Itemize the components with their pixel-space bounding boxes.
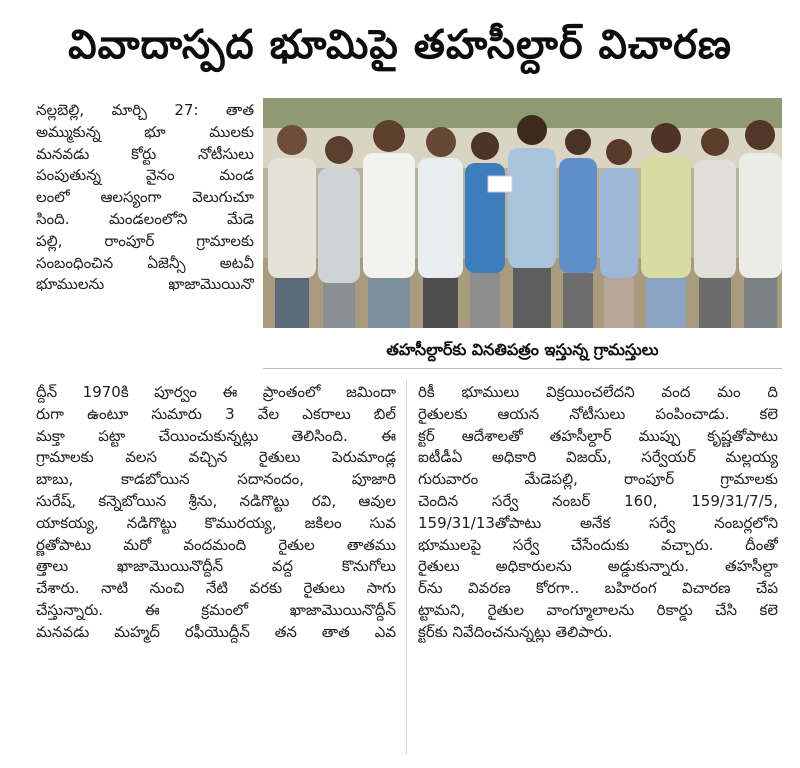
article-line: గురువారం మేడెపల్లి, రాంపూర్ గ్రామాలకు — [418, 470, 778, 489]
article-line: బాబు, కాడబోయిన సదానందం, పూజారి — [36, 470, 396, 489]
article-line: క్టర్ ఆదేశాలతో తహసీల్దార్ ముప్పు కృష్ణతోపాటు — [418, 426, 778, 445]
column-divider — [406, 380, 407, 755]
article-line: లంలో ఆలస్యంగా వెలుగుచూ — [36, 188, 254, 207]
article-line: పల్లి, రాంపూర్ గ్రామాలకు — [36, 231, 254, 250]
news-photo — [263, 98, 782, 328]
article-line: భూములను ఖాజామొయినొ — [36, 275, 254, 294]
article-line: పంపుతున్న వైనం మండ — [36, 166, 254, 185]
article-line: చెందిన సర్వే నంబర్ 160, 159/31/7/5, — [418, 491, 778, 510]
article-line: మక్తా పట్టా చేయించుకున్నట్లు తెలిసింది. ఈ — [36, 426, 396, 445]
article-line: రికీ భూములు విక్రయించలేదని వంద మం ది — [418, 383, 778, 401]
article-line: ర్ణతోపాటు మరో వందమంది రైతుల తాతము — [36, 535, 396, 554]
article-line: రైతులకు ఆయన నోటీసులు పంపించాడు. కలె — [418, 404, 778, 423]
article-line: ద్దీన్ 1970కి పూర్వం ఈ ప్రాంతంలో జమిందా — [36, 383, 396, 401]
article-line: చేస్తున్నారు. ఈ క్రమంలో ఖాజామొయినొద్దీన్ — [36, 600, 396, 619]
article-column-right — [418, 382, 778, 644]
article-line: 159/31/13తోపాటు అనేక సర్వే నంబర్లలోని — [418, 513, 778, 532]
article-line: రైతులు అధికారులను అడ్డుకున్నారు. తహసీల్దా — [418, 557, 778, 576]
article-line: భూములపై సర్వే చేసేందుకు వచ్చారు. దీంతో — [418, 535, 778, 554]
article-line: సింది. మండలంలోని మేడె — [36, 209, 254, 228]
article-line: యాకయ్య, నడిగొట్టు కొమురయ్య, జకిలం సువ — [36, 513, 396, 532]
article-line: ర్‌ను వివరణ కోరగా.. బహిరంగ విచారణ చేప — [418, 579, 778, 598]
article-line: ట్టామని, రైతుల వాంగ్మూలాలను రికార్డు చేసి కలె — [418, 600, 778, 619]
article-line: సంబంధించిన ఏజెన్సీ అటవీ — [36, 253, 254, 272]
article-line: నల్లబెల్లి, మార్చి 27: తాత — [36, 101, 254, 119]
article-line: చేశారు. నాటి నుంచి నేటి వరకు రైతులు సాగు — [36, 579, 396, 598]
article-line: ఐటీడీఏ అధికారి విజయ్, సర్వేయర్ మల్లయ్య — [418, 448, 778, 467]
article-line: గ్రామాలకు వలస వచ్చిన రైతులు పెరుమాండ్ల — [36, 448, 396, 467]
article-line: మనవడు కోర్టు నోటీసులు — [36, 144, 254, 163]
article-line: అమ్ముకున్న భూ ములకు — [36, 122, 254, 141]
article-column-left-top — [36, 100, 254, 296]
photo-caption: తహసీల్దార్‌కు వినతిపత్రం ఇస్తున్న గ్రామస్తులు — [263, 332, 782, 369]
article-column-left — [36, 382, 396, 644]
article-line: సురేష్, కన్నెబోయిన శ్రీను, నడిగొట్టు రవి, ఆవుల — [36, 491, 396, 510]
article-line: క్టర్‌కు నివేదించనున్నట్లు తెలిపారు. — [418, 622, 613, 641]
article-line: మనవడు మహ్మద్ రఫీయొద్దీన్ తన తాత ఎవ — [36, 622, 396, 641]
article-line: త్తాలు ఖాజామొయినొద్దీన్ వద్ద కొనుగోలు — [36, 557, 396, 576]
article-line: రుగా ఉంటూ సుమారు 3 వేల ఎకరాలు బిల్ — [36, 404, 396, 423]
headline: వివాదాస్పద భూమిపై తహసీల్దార్ విచారణ — [68, 22, 732, 68]
photo-image — [263, 98, 782, 328]
